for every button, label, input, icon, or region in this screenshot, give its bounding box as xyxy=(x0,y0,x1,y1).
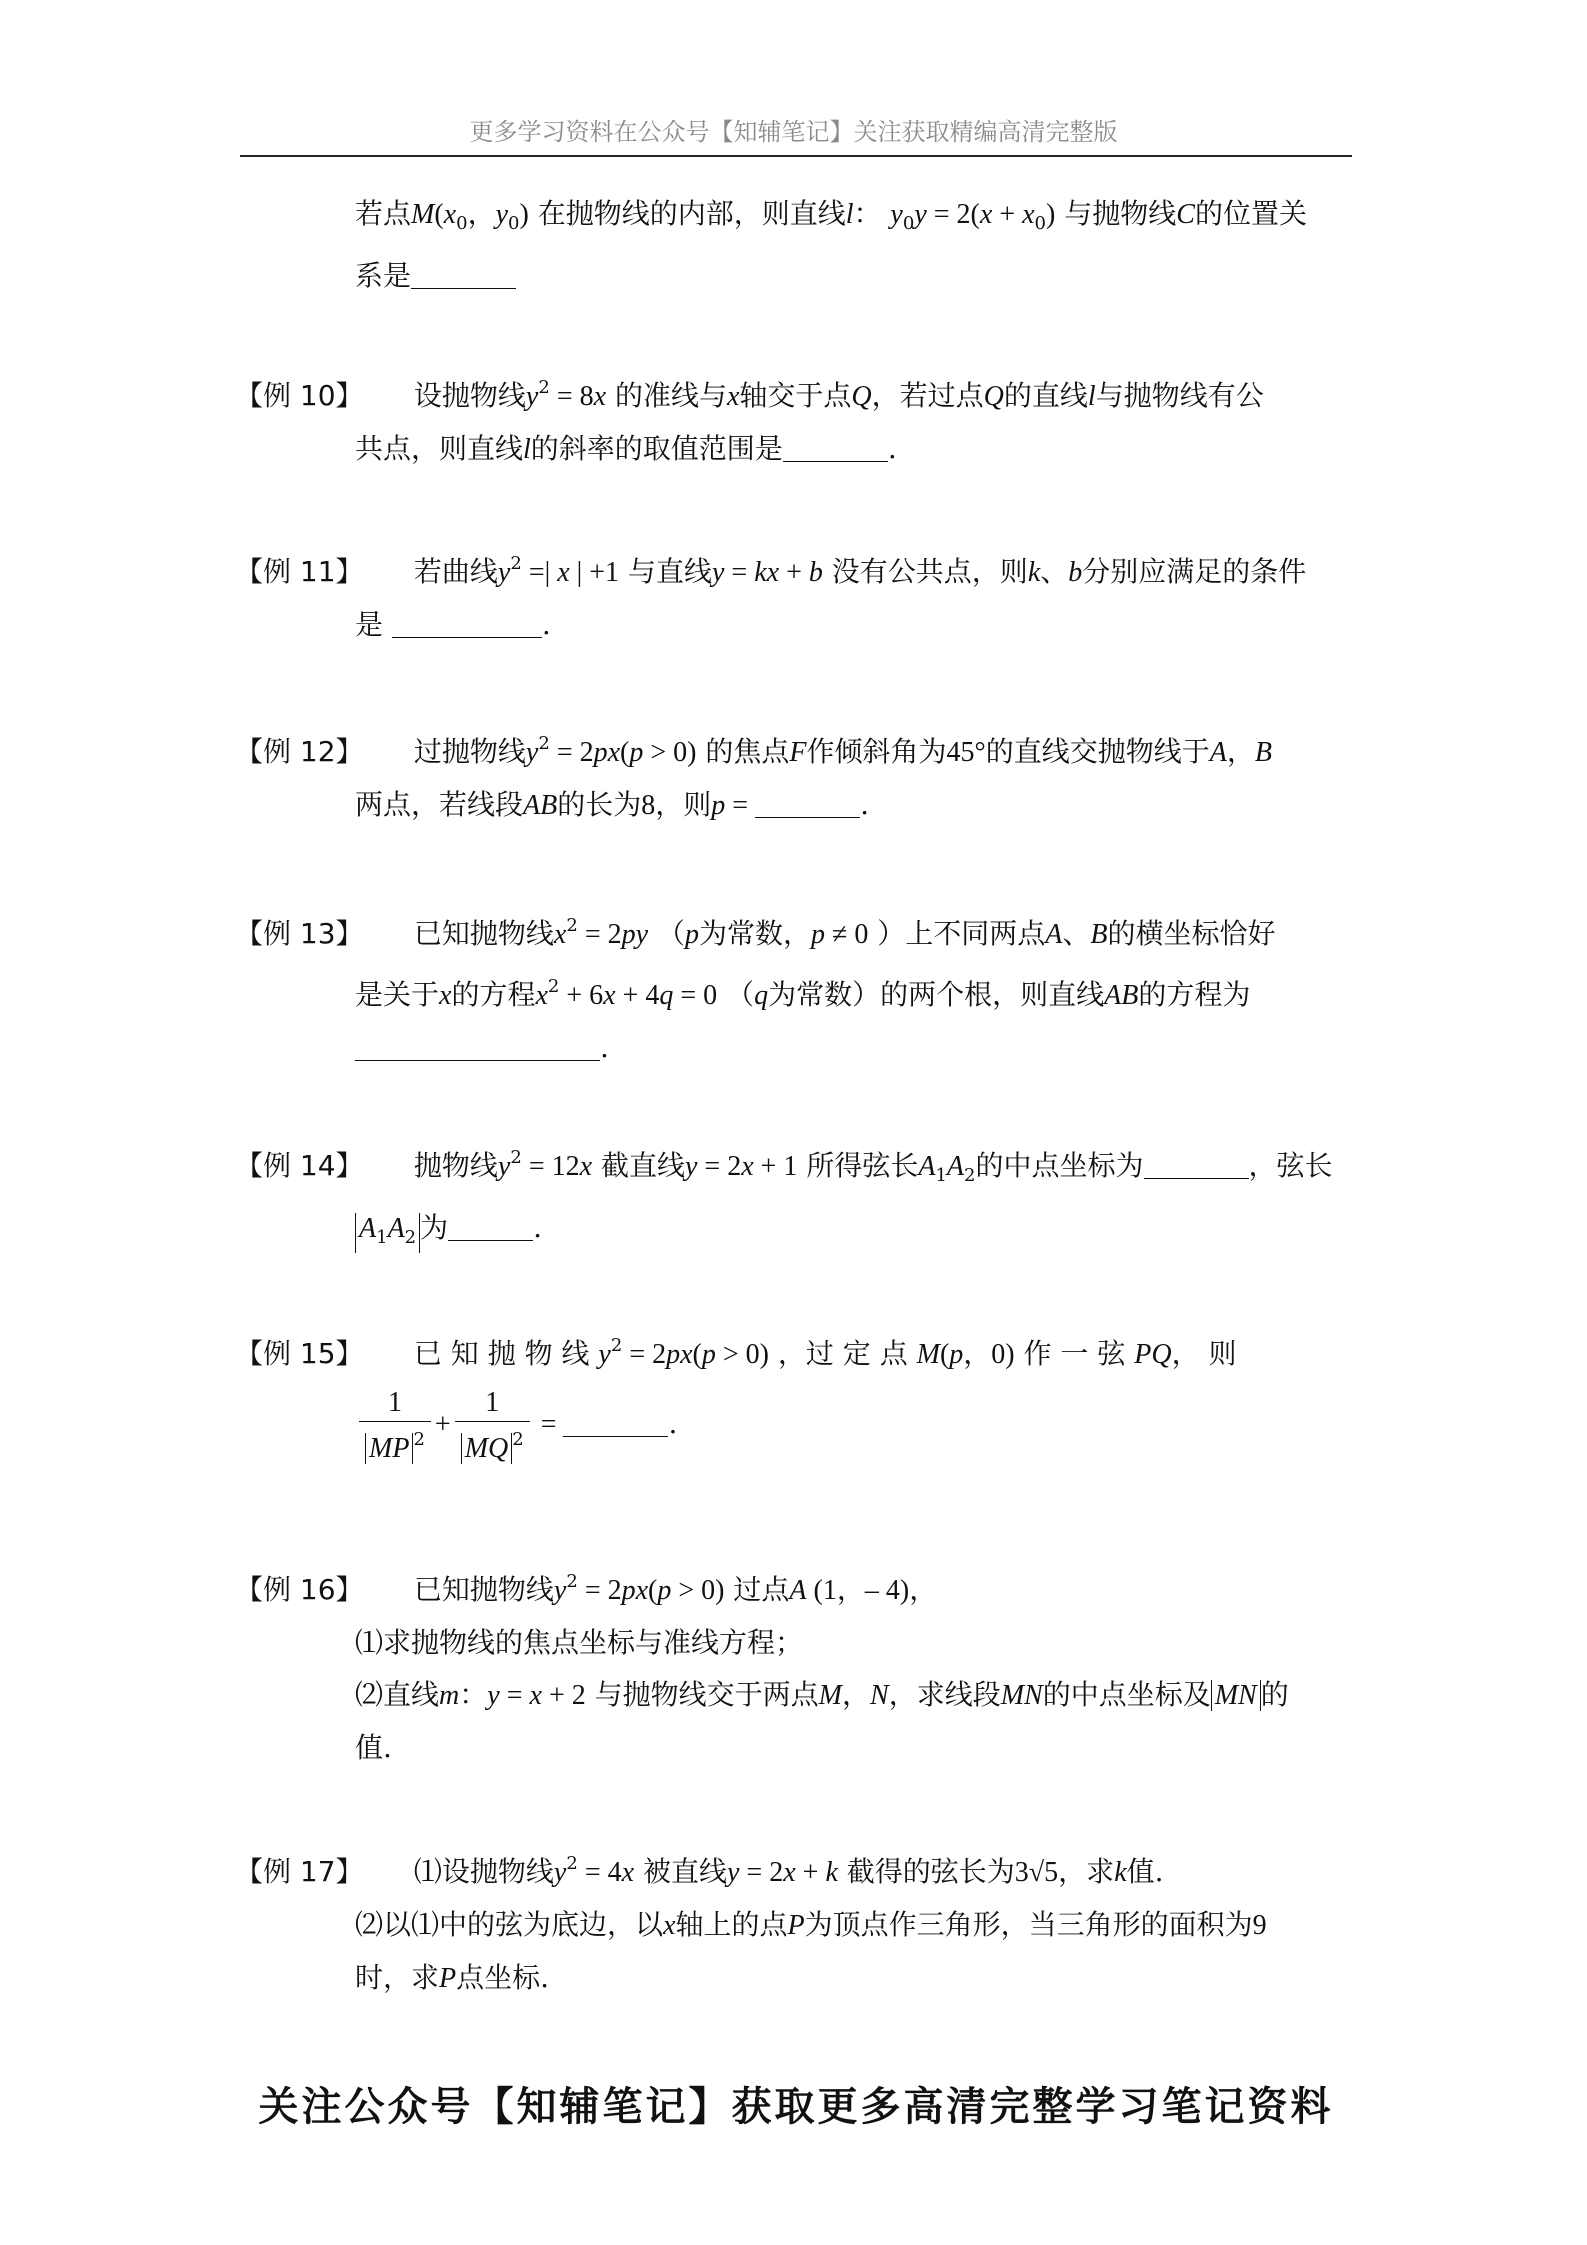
page-header: 更多学习资料在公众号【知辅笔记】关注获取精编高清完整版 xyxy=(469,118,1118,146)
intro-text: 若点$M(x_0$，$y_0$) 在抛物线的内部，则直线l： $y_0y = 2(x + x_0)$ 与抛物线C的位置关 系是 xyxy=(355,197,1307,292)
example-14: 【例 14】 抛物线$y^2 = 12x$ 截直线y = 2x + 1 所得弦长$A_1A_2$的中点坐标为 ，弦长 $A_1A_2$ 为 . xyxy=(235,1132,1355,1254)
example-11: 【例 11】 若曲线$y^2$ =| x | +1 与直线y = kx + b 没有公共点，则k、b分别应满足的条件 是 . xyxy=(235,538,1355,651)
example-10: 【例 10】 设抛物线$y^2 = 8x$ 的准线与x轴交于点Q，若过点Q的直线l与抛物线有公 共点，则直线l的斜率的取值范围是 . xyxy=(235,362,1355,476)
abs-value: $A_1A_2$ xyxy=(355,1213,420,1253)
example-label: 【例 14】 xyxy=(235,1149,364,1182)
answer-blank xyxy=(392,607,542,638)
fraction: $\frac{1}{MQ ^2}$ xyxy=(455,1385,530,1466)
example-13: 【例 13】 已知抛物线$x^2 = 2py$ （p为常数，p ≠ 0 ）上不同两点A、B的横坐标恰好 是关于x的方程$x^2 + 6x + 4q = 0$ （q为常数）的两个根，则直线AB的方程为 . xyxy=(235,900,1355,1074)
header-rule xyxy=(240,155,1352,157)
answer-blank xyxy=(755,787,860,818)
answer-blank xyxy=(411,258,516,289)
example-12: 【例 12】 过抛物线$y^2 = 2px(p > 0)$ 的焦点F作倾斜角为45°的直线交抛物线于A，B 两点，若线段AB的长为8，则p = . xyxy=(235,718,1355,832)
example-label: 【例 10】 xyxy=(235,379,364,412)
example-16: 【例 16】 已知抛物线$y^2 = 2px(p > 0)$ 过点A (1，– 4)， ⑴求抛物线的焦点坐标与准线方程； ⑵直线m：y = x + 2 与抛物线交于两点M，N，求线段MN的中点坐标及 MN 的 值. xyxy=(235,1556,1355,1774)
footer-banner: 关注公众号【知辅笔记】获取更多高清完整学习笔记资料 xyxy=(258,2084,1334,2130)
example-17: 【例 17】 ⑴设抛物线$y^2 = 4x$ 被直线y = 2x + k 截得的弦长为3√5，求k值. ⑵以⑴中的弦为底边，以x轴上的点P为顶点作三角形，当三角形的面积为9 时，求P点坐标. xyxy=(235,1838,1355,2005)
fraction: $\frac{1}{MP ^2}$ xyxy=(359,1385,431,1466)
example-label: 【例 15】 xyxy=(235,1337,364,1370)
answer-blank xyxy=(1144,1148,1249,1179)
answer-blank xyxy=(783,431,888,462)
example-label: 【例 13】 xyxy=(235,917,364,950)
answer-blank xyxy=(355,1030,600,1061)
answer-blank xyxy=(563,1406,668,1437)
example-15: 【例 15】 已 知 抛 物 线 $y^2 = 2px(p > 0)$ ，过 定 点 M(p，0) 作 一 弦 PQ， 则 $\frac{1}{MP ^2}$ + $\frac{1}{MQ ^2}$ = . xyxy=(235,1320,1355,1466)
example-label: 【例 17】 xyxy=(235,1855,364,1888)
answer-blank xyxy=(448,1210,533,1241)
example-label: 【例 16】 xyxy=(235,1573,364,1606)
example-label: 【例 12】 xyxy=(235,735,364,768)
example-label: 【例 11】 xyxy=(235,555,364,588)
